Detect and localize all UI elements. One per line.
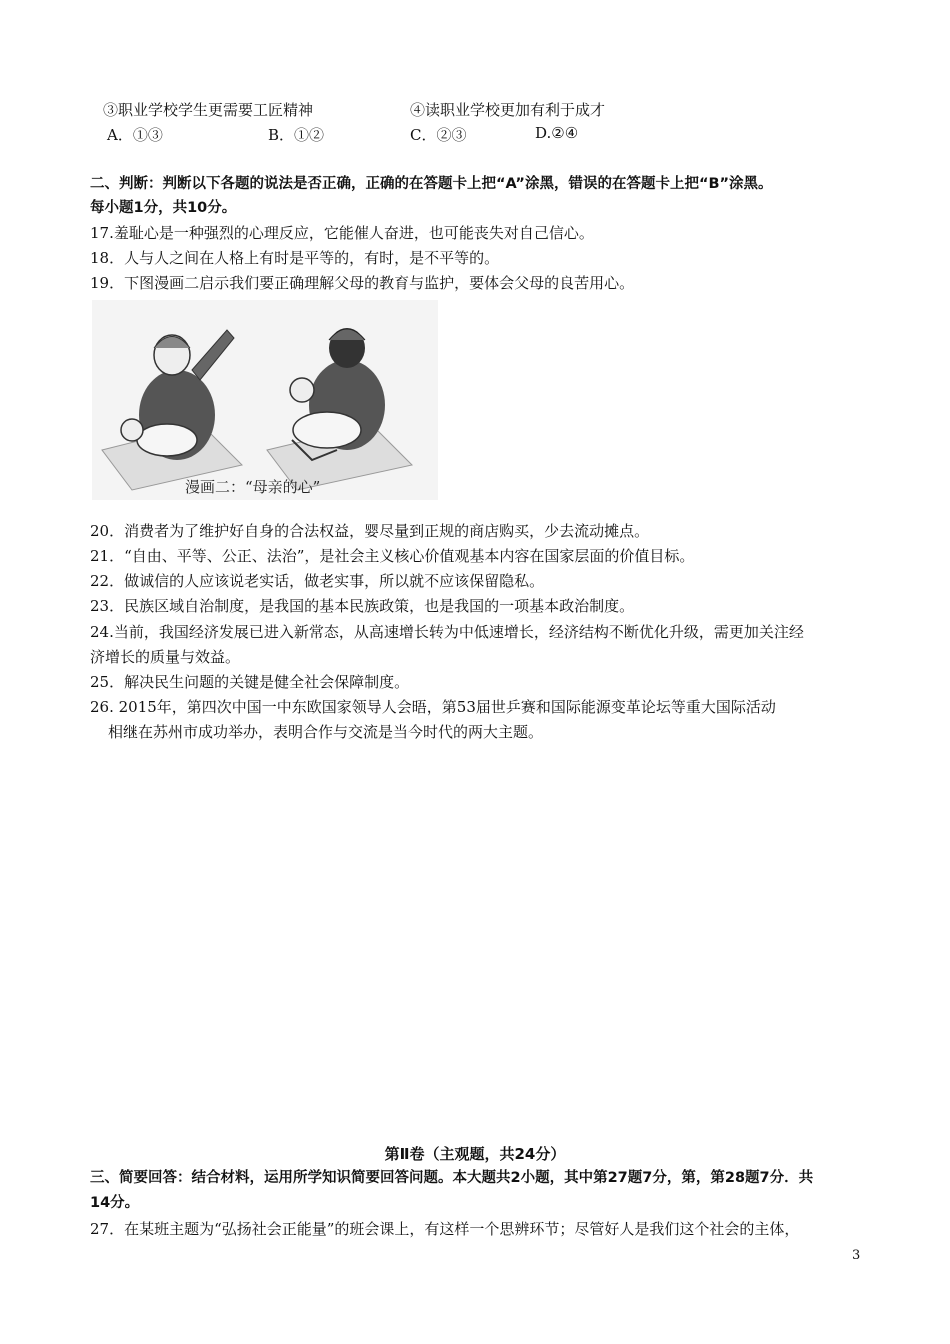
- question-20: 20．消费者为了维护好自身的合法权益，婴尽量到正规的商店购买，少去流动摊点。: [90, 522, 650, 540]
- section2-heading: 二、判断：判断以下各题的说法是否正确，正确的在答题卡上把“A”涂黑，错误的在答题卡上把“B”涂黑。: [90, 176, 773, 192]
- part2-title: 第Ⅱ卷（主观题，共24分）: [384, 1145, 566, 1163]
- question-24-cont: 济增长的质量与效益。: [90, 648, 241, 666]
- question-22: 22．做诚信的人应该说老实话，做老实事，所以就不应该保留隐私。: [90, 572, 545, 590]
- question-27: 27．在某班主题为“弘扬社会正能量”的班会课上，有这样一个思辨环节；尽管好人是我们这个社会的主体，: [90, 1220, 800, 1238]
- question-26-cont: 相继在苏州市成功举办，表明合作与交流是当今时代的两大主题。: [108, 723, 544, 741]
- question-25: 25．解决民生问题的关键是健全社会保障制度。: [90, 673, 410, 691]
- option-item-4: ④读职业学校更加有利于成才: [410, 101, 606, 119]
- question-19: 19．下图漫画二启示我们要正确理解父母的教育与监护，要体会父母的良苦用心。: [90, 274, 635, 292]
- page-number: 3: [852, 1248, 861, 1263]
- question-26: 26. 2015年，第四次中国一中东欧国家领导人会晤，第53届世乒赛和国际能源变革论坛等重大国际活动: [90, 698, 776, 716]
- question-21: 21．“自由、平等、公正、法治”，是社会主义核心价值观基本内容在国家层面的价值目标。: [90, 547, 695, 565]
- question-23: 23．民族区域自治制度，是我国的基本民族政策，也是我国的一项基本政治制度。: [90, 597, 635, 615]
- section3-heading: 三、简要回答：结合材料，运用所学知识简要回答问题。本大题共2小题，其中第27题7分，第，第28题7分．共: [90, 1170, 814, 1186]
- question-17: 17.羞耻心是一种强烈的心理反应，它能催人奋进，也可能丧失对自己信心。: [90, 224, 594, 242]
- section3-heading-cont: 14分。: [90, 1195, 140, 1211]
- choice-c: C．②③: [410, 126, 467, 144]
- question-18: 18．人与人之间在人格上有时是平等的，有时，是不平等的。: [90, 249, 500, 267]
- option-item-3: ③职业学校学生更需要工匠精神: [103, 101, 314, 119]
- question-24: 24.当前，我国经济发展已进入新常态，从高速增长转为中低速增长，经济结构不断优化升级，需更加关注经: [90, 623, 804, 641]
- comic-illustration: [92, 300, 438, 500]
- section2-heading-cont: 每小题1分，共10分。: [90, 200, 237, 216]
- comic-caption: 漫画二：“母亲的心”: [185, 478, 321, 496]
- choice-b: B．①②: [268, 126, 325, 144]
- choice-d: D.②④: [535, 124, 579, 142]
- choice-a: A．①③: [107, 126, 163, 144]
